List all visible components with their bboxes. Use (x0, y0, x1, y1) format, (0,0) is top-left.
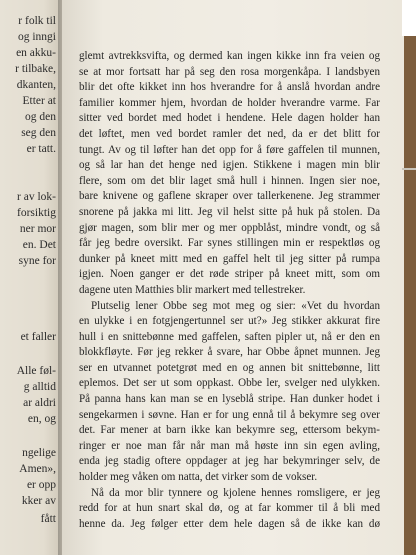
text-line: en ulykke i en fotgjengertunnel ser ut?» Jeg stikker akkurat fire (79, 315, 380, 328)
text-line: det. Far mener at barn ikke kan bekymre seg, ettersom bekym- (79, 424, 380, 437)
previous-page-line: ner mor (19, 223, 56, 235)
previous-page-line: Amen», (19, 463, 56, 475)
previous-page-line: forsiktig (17, 207, 56, 219)
text-line: det løftet, men ved bordet ramler det ned, da er det blitt for (79, 127, 380, 140)
text-line: holder meg våken om natta, det virker som de vokser. (79, 471, 318, 484)
previous-page-line: dkanten, (16, 79, 56, 91)
text-line: flere, som om det blir laget små hull i hinnen. Ingen sier noe, (79, 174, 380, 187)
text-line: bare knivene og gaflene skraper over tallerkenene. Jeg strammer (79, 190, 380, 203)
text-line: sengekarmen i søvne. Han er for ung ennå til å bekymre seg over (79, 408, 380, 421)
text-line: redd for at hun snart skal dø, og at far kommer til å bli med (79, 502, 380, 515)
previous-page-line: r tilbake, (15, 63, 56, 75)
text-line: På panna hans kan man se en lyseblå stripe. Han dunker hodet i (79, 393, 380, 406)
previous-page-line: Alle føl- (16, 365, 56, 377)
previous-page (0, 0, 62, 555)
text-line: igjen. Noen ganger er det røde striper på kneet mitt, som om (79, 268, 380, 281)
text-line: familier kommer hjem, hvordan de holder hverandre varme. Far (79, 96, 380, 109)
previous-page-line: seg den (21, 127, 56, 139)
previous-page-line: er tatt. (26, 143, 56, 155)
text-line: ser en utvannet potetgrøt med en og annen bit snittebønne, litt (79, 361, 380, 374)
previous-page-line: og inngi (17, 31, 56, 43)
text-line: snorene på jakka mi litt. Jeg vil helst sitte på huk på stolen. Da (79, 205, 380, 218)
text-line: se at mor fortsatt har på seg den rosa morgenkåpa. I landsbyen (79, 65, 380, 78)
text-line: hull i en snittebønne med gaffelen, saften pipler ut, nå er den en (79, 330, 380, 343)
text-line: gjør magen, som blir mer og mer oppblåst, mindre vondt, og så (79, 221, 380, 234)
previous-page-line: en, og (27, 413, 56, 425)
previous-page-line: r av lok- (17, 191, 56, 203)
previous-page-line: ar aldri (23, 397, 56, 409)
previous-page-line: r folk til (18, 15, 56, 27)
previous-page-line: g alltid (23, 381, 56, 393)
text-line: henne da. Jeg følger etter dem hele dagen så de ikke kan dø (79, 517, 380, 530)
text-line: sitter ved bordet med hodet i hendene. Hele dagen holder han (79, 112, 380, 125)
white-corner (402, 0, 416, 36)
book-page (62, 0, 404, 555)
text-line: enda jeg stadig oftere oppdager at jeg har bekymringer selv, de (79, 455, 380, 468)
previous-page-line: kker av (21, 495, 56, 507)
text-line: blokkfløyte. Før jeg rekker å svare, har Obbe åpnet munnen. Jeg (79, 346, 380, 359)
text-line: Plutselig lener Obbe seg mot meg og sier: «Vet du hvordan (91, 299, 380, 312)
text-line: ringer er noe man får når man må høste inn sin egen avling, (79, 439, 380, 452)
previous-page-line: Etter at (22, 95, 56, 107)
previous-page-line: ngelige (22, 447, 56, 459)
previous-page-line: fått (40, 513, 56, 525)
text-line: og så lar han det henge ned igjen. Stikkene i magen min blir (79, 159, 380, 172)
previous-page-line: er opp (26, 479, 56, 491)
text-line: eplemos. Det ser ut som oppkast. Obbe ler, svelger ned ulykken. (79, 377, 380, 390)
text-line: blir det ofte kikket inn hos hverandre for å anslå hvordan andre (79, 81, 380, 94)
text-line: tungt. Av og til løfter han det opp for å føre gaffelen til munnen, (79, 143, 380, 156)
text-line: får jeg bedre oversikt. Far synes stillingen min er respektløs og (79, 237, 380, 250)
text-line: glemt avtrekksvifta, og dermed kan ingen kikke inn fra veien og (79, 50, 380, 62)
previous-page-line: en akku- (16, 47, 56, 59)
previous-page-line: syne for (18, 255, 56, 267)
edge-line (402, 168, 416, 170)
page-edge (404, 0, 416, 555)
previous-page-line: et faller (20, 331, 56, 343)
text-line: dagene uten Matthies blir markert med tellestreker. (79, 283, 306, 296)
text-line: dunker på kneet mitt med en gaffel helt til jeg sitter på rumpa (79, 252, 380, 265)
page-text (79, 49, 380, 532)
previous-page-line: en. Det (22, 239, 56, 251)
previous-page-line: og den (25, 111, 56, 123)
text-line: Nå da mor blir tynnere og kjolene hennes romsligere, er jeg (91, 486, 380, 499)
